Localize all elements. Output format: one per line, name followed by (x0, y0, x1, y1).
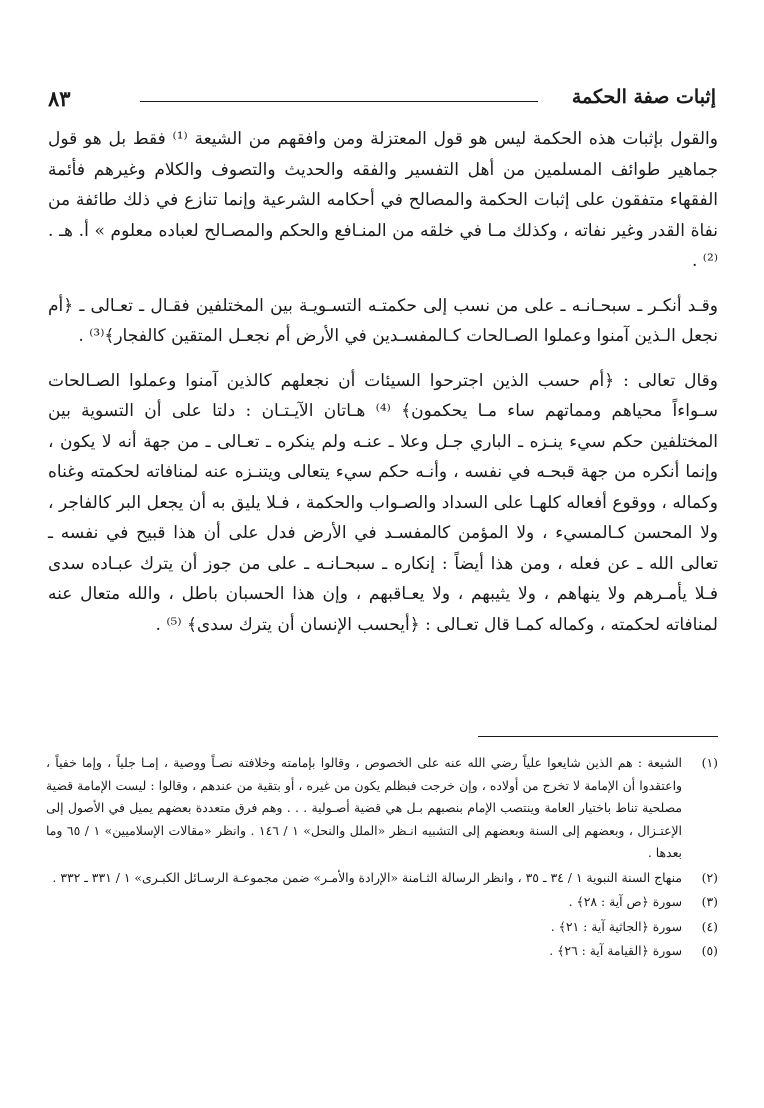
chapter-title: إثبات صفة الحكمة (571, 86, 716, 108)
header-rule (140, 101, 538, 102)
footnote-number: (٤) (701, 918, 718, 934)
main-text (48, 124, 718, 652)
footnote-number: (٢) (701, 869, 718, 885)
paragraph-2: وقـد أنكـر ـ سبحـانـه ـ على من نسب إلى حكمتـه التسـويـة بين المختلفين فقـال ـ تعـالى ـ ﴿أم نجعل الـذين آمنوا وعملوا الصـالحات كـالمفسـدين في الأرض أم نجعـل المتقين كالفجار﴾⁽³⁾ . (48, 295, 718, 346)
page-number: ٨٣ (48, 86, 71, 111)
footnote-text: منهاج السنة النبوية ١ / ٣٤ ـ ٣٥ ، وانظر الرسالة الثـامنة «الإرادة والأمـر» ضمن مجموعـة الرسـائل الكبـرى» ١ / ٣٣١ ـ ٣٣٢ . (52, 869, 682, 885)
footnote-item (46, 940, 718, 963)
footnote-number: (١) (701, 755, 718, 770)
paragraph-3: وقال تعالى : ﴿أم حسب الذين اجترحوا السيئات أن نجعلهم كالذين آمنوا وعملوا الصـالحات سـواءاً محياهم ومماتهم ساء مـا يحكمون﴾ ⁽⁴⁾ هـاتان الآيـتـان : دلتا على أن التسوية بين المختلفين حكم سيء ينـزه ـ الباري جـل وعلا ـ عنـه ولم ينكره ـ تعـالى ـ من جهة أنه لا يكون ، وإنما أنكره من جهة قبحـه في نفسه ، وأنـه حكم سيء يتعالى ويتنـزه عنه لمنافاته لحكمته وغناه وكماله ، ووقوع أفعاله كلهـا على السداد والصـواب والحكمة ، فـلا يليق به أن يجعل البر كالفاجر ، ولا المحسن كـالمسيء ، ولا المؤمن كالمفسـد في الأرض فدل على أن هذا قبيح في نفسه ـ تعالى الله ـ عن فعله ، ومن هذا أيضاً : إنكاره ـ سبحـانـه ـ على من جوز أن يترك عبـاده سدى فـلا يأمـرهم ولا ينهاهم ، ولا يثيبهم ، ولا يعـاقبهم ، وإن هذا الحسبان باطل ، والله متعال عنه لمنافاته لحكمته ، وكماله كمـا قال تعـالى : ﴿أيحسب الإنسان أن يترك سدى﴾ ⁽⁵⁾ . (48, 370, 718, 635)
paragraph-1: والقول بإثبات هذه الحكمة ليس هو قول المعتزلة ومن وافقهم من الشيعة ⁽¹⁾ فقط بل هو قول جماهير طوائف المسلمين من أهل التفسير والفقه والحديث والتصوف والكلام وغيرهم فأئمة الفقهاء متفقون على إثبات الحكمة والمصالح في أحكامه الشرعية وإنما تنازع في ذلك طائفة من نفاة القدر وغير نفاته ، وكذلك مـا في خلقه من المنـافع والحكم والمصـالح لعباده معلوم » أ. هـ . ⁽²⁾ . (48, 129, 718, 271)
footnote-item (46, 867, 718, 890)
footnote-text: الشيعة : هم الذين شايعوا علياً رضي الله عنه على الخصوص ، وقالوا بإمامته وخلافته نصـاً ووصية ، إمـا جلياً ، وإما خفياً ، واعتقدوا أن الإمامة لا تخرج من أولاده ، وإن خرجت فبظلم يكون من غيره ، أو بتقية من عندهم ، وقالوا : ليست الإمامة قضية مصلحية تناط باختيار العامة وينتصب الإمام بنصبهم بـل هي قضية أصـولية . . . وهم فرق متعددة بعضهم يميل في الأصول إلى الإعتـزال ، وبعضهم إلى السنة وبعضهم إلى التشبيه انـظر «الملل والنحل» ١ / ١٤٦ . وانظر «مقالات الإسلاميين» ١ / ٦٥ وما بعدها . (46, 755, 682, 860)
footnotes (46, 752, 718, 965)
footnote-item (46, 752, 718, 865)
footnote-number: (٥) (701, 943, 718, 958)
footnote-item (46, 916, 718, 939)
footnote-text: سورة ﴿ص آية : ٢٨﴾ . (568, 894, 682, 909)
footnote-text: سورة ﴿القيامة آية : ٢٦﴾ . (549, 943, 682, 958)
footnote-number: (٣) (701, 894, 718, 909)
footnote-item (46, 891, 718, 914)
footnote-text: سورة ﴿الجاثية آية : ٢١﴾ . (550, 918, 682, 934)
running-header (48, 86, 716, 116)
footnote-separator (478, 736, 718, 737)
